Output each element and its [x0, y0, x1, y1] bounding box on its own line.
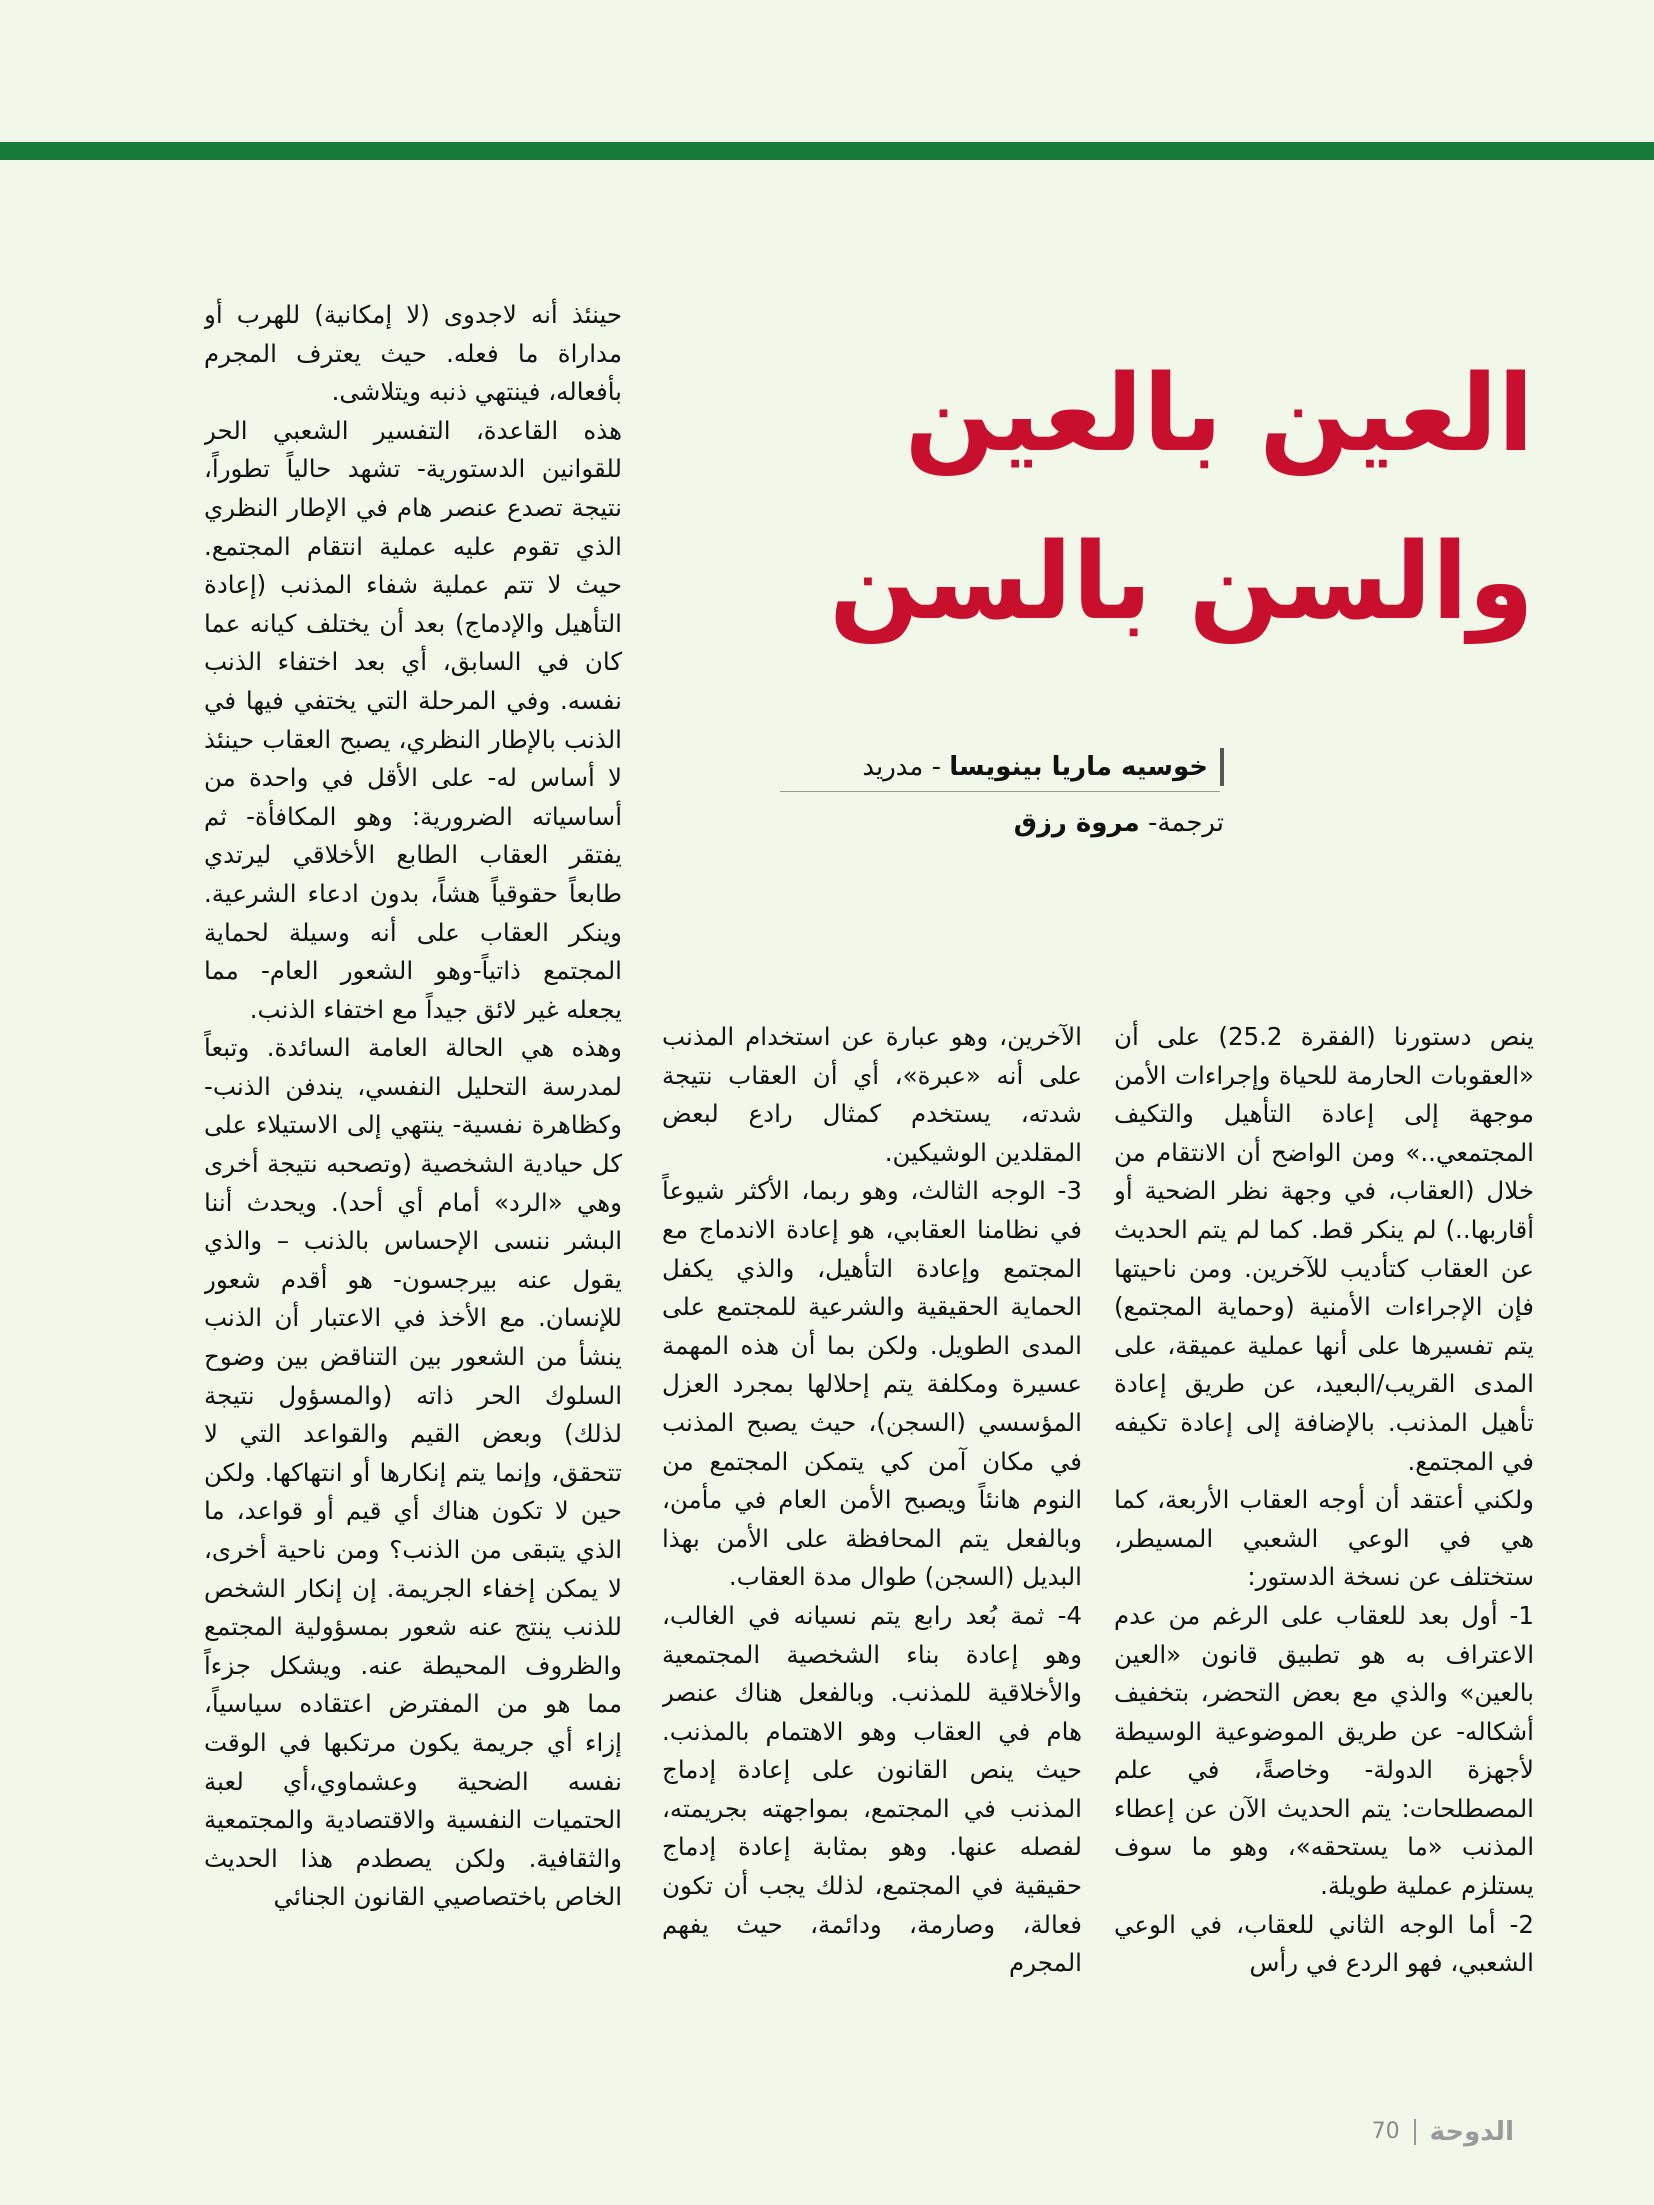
footer-separator — [1414, 2119, 1416, 2145]
author-location: - مدريد — [862, 752, 950, 782]
paragraph: 3- الوجه الثالث، وهو ربما، الأكثر شيوعاً في نظامنا العقابي، هو إعادة الاندماج مع المجتمع وإعادة التأهيل، والذي يكفل الحماية الحقيقية والشرعية للمجتمع على المدى الطويل. ولكن بما أن هذه المهمة عسيرة ومكلفة يتم إحلالها بمجرد العزل المؤسسي (السجن)، حيث يصبح المذنب في مكان آمن كي يتمكن المجتمع من النوم هانئاً ويصبح الأمن العام في مأمن، وبالفعل يتم المحافظة على الأمن بهذا البديل (السجن) طوال مدة العقاب. — [662, 1176, 1082, 1592]
article-title — [774, 330, 1534, 666]
title-line-2: والسن بالسن — [829, 520, 1534, 643]
byline-rule — [780, 791, 1220, 792]
paragraph: ينص دستورنا (الفقرة 25.2) على أن «العقوبات الحارمة للحياة وإجراءات الأمن موجهة إلى إعادة التأهيل والتكيف المجتمعي..» ومن الواضح أن الانتقام من خلال (العقاب، في وجهة نظر الضحية أو أقاربها..) لم ينكر قط. كما لم يتم الحديث عن العقاب كتأديب للآخرين. ومن ناحيتها فإن الإجراءات الأمنية (وحماية المجتمع) يتم تفسيرها على أنها عملية عميقة، على المدى القريب/البعيد، عن طريق إعادة تأهيل المذنب. بالإضافة إلى إعادة تكيفه في المجتمع. — [1114, 1022, 1534, 1476]
top-green-band — [0, 142, 1654, 160]
text-column-middle — [662, 1018, 1082, 2114]
translator-credit — [804, 804, 1224, 842]
paragraph: 1- أول بعد للعقاب على الرغم من عدم الاعتراف به هو تطبيق قانون «العين بالعين» والذي مع بعض التحضر، بتخفيف أشكاله- عن طريق الموضوعية الوسيطة لأجهزة الدولة- وخاصةً، في علم المصطلحات: يتم الحديث الآن عن إعطاء المذنب «ما يستحقه»، وهو ما سوف يستلزم عملية طويلة. — [1114, 1600, 1534, 1901]
paragraph: الآخرين، وهو عبارة عن استخدام المذنب على أنه «عبرة»، أي أن العقاب نتيجة شدته، يستخدم كمثال رادع لبعض المقلدين الوشيكين. — [662, 1022, 1082, 1167]
paragraph: ولكني أعتقد أن أوجه العقاب الأربعة، كما هي في الوعي الشعبي المسيطر، ستختلف عن نسخة الدستور: — [1114, 1485, 1534, 1592]
author-name: خوسيه ماريا بينويسا — [949, 752, 1208, 782]
paragraph: وهذه هي الحالة العامة السائدة. وتبعاً لمدرسة التحليل النفسي، يندفن الذنب- وكظاهرة نفسية- ينتهي إلى الاستيلاء على كل حيادية الشخصية (وتصحبه نتيجة أخرى وهي «الرد» أمام أي أحد). ويحدث أننا البشر ننسى الإحساس بالذنب – والذي يقول عنه بيرجسون- هو أقدم شعور للإنسان. مع الأخذ في الاعتبار أن الذنب ينشأ من الشعور بين التناقض بين وضوح السلوك الحر ذاته (والمسؤول نتيجة لذلك) وبعض القيم والقواعد التي لا تتحقق، وإنما يتم إنكارها أو انتهاكها. ولكن حين لا تكون هناك أي قيم أو قواعد، ما الذي يتبقى من الذنب؟ ومن ناحية أخرى، لا يمكن إخفاء الجريمة. إن إنكار الشخص للذنب ينتج عنه شعور بمسؤولية المجتمع والظروف المحيطة عنه. ويشكل جزءاً مما هو من المفترض اعتقاده سياسياً، إزاء أي جريمة يكون مرتكبها في الوقت نفسه الضحية وعشماوي،أي لعبة الحتميات النفسية والاقتصادية والمجتمعية والثقافية. ولكن يصطدم هذا الحديث الخاص باختصاصيي القانون الجنائي — [204, 1033, 622, 1912]
paragraph: هذه القاعدة، التفسير الشعبي الحر للقوانين الدستورية- تشهد حالياً تطوراً، نتيجة تصدع عنصر هام في الإطار النظري الذي تقوم عليه عملية انتقام المجتمع. حيث لا تتم عملية شفاء المذنب (إعادة التأهيل والإدماج) بعد أن يختلف كيانه عما كان في السابق، أي بعد اختفاء الذنب نفسه. وفي المرحلة التي يختفي فيها في الذنب بالإطار النظري، يصبح العقاب حينئذ لا أساس له- على الأقل في واحدة من أساسياته الضرورية: وهو المكافأة- ثم يفتقر العقاب الطابع الأخلاقي ليرتدي طابعاً حقوقياً هشاً، بدون ادعاء الشرعية. وينكر العقاب على أنه وسيلة لحماية المجتمع ذاتياً-وهو الشعور العام- مما يجعله غير لائق جيداً مع اختفاء الذنب. — [204, 415, 622, 1024]
text-column-left — [204, 296, 622, 2114]
paragraph: 2- أما الوجه الثاني للعقاب، في الوعي الشعبي، فهو الردع في رأس — [1114, 1909, 1534, 1978]
page-footer — [1372, 2112, 1514, 2152]
page-number: 70 — [1371, 2119, 1400, 2144]
title-line-1: العين بالعين — [904, 352, 1534, 475]
magazine-logo: الدوحة — [1429, 2117, 1514, 2147]
paragraph: 4- ثمة بُعد رابع يتم نسيانه في الغالب، وهو إعادة بناء الشخصية المجتمعية والأخلاقية للمذنب. وبالفعل هناك عنصر هام في العقاب وهو الاهتمام بالمذنب. حيث ينص القانون على إعادة إدماج المذنب في المجتمع، بمواجهته بجريمته، لفصله عنها. وهو بمثابة إعادة إدماج حقيقية في المجتمع، لذلك يجب أن تكون فعالة، وصارمة، ودائمة، حيث يفهم المجرم — [662, 1600, 1082, 1978]
translator-name: مروة رزق — [1013, 808, 1140, 838]
text-column-right — [1114, 1018, 1534, 2114]
translator-prefix: ترجمة- — [1139, 808, 1224, 838]
paragraph: حينئذ أنه لاجدوى (لا إمكانية) للهرب أو مداراة ما فعله. حيث يعترف المجرم بأفعاله، فينتهي ذنبه ويتلاشى. — [204, 300, 622, 407]
author-byline — [788, 748, 1224, 786]
